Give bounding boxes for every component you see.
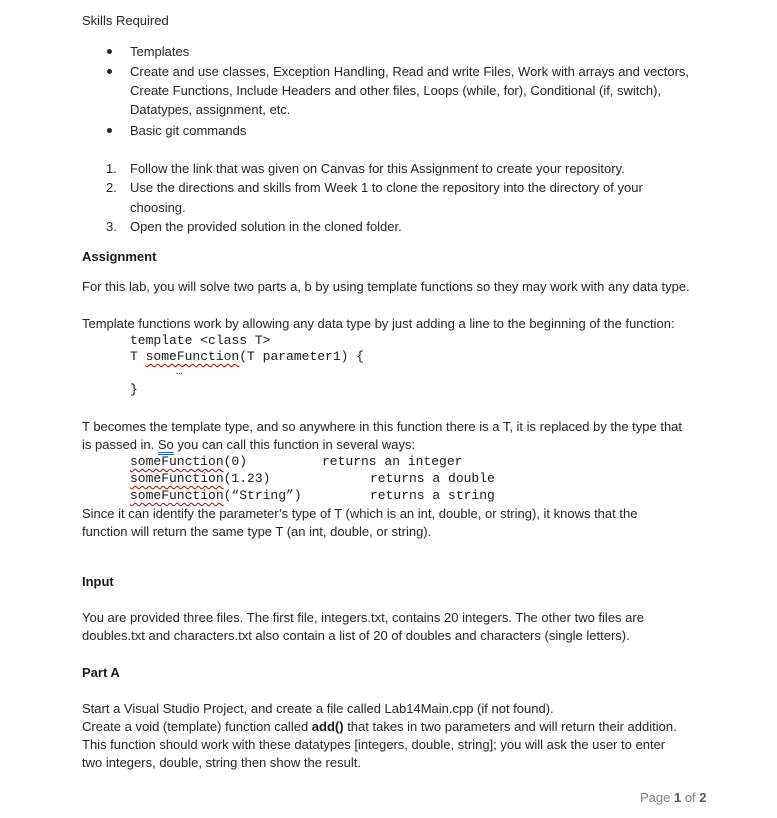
function-name: someFunction [130,488,224,503]
input-line: doubles.txt and characters.txt also contain a list of 20 of doubles and characters (single letters). [82,628,630,643]
bullet-icon [107,69,112,74]
call-example: someFunction(“String”) [130,488,302,503]
part-a-line: Start a Visual Studio Project, and create a file called Lab14Main.cpp (if not found). [82,701,554,716]
step-text: Open the provided solution in the cloned folder. [130,219,402,234]
step-text-continued: choosing. [130,200,186,215]
call-example: someFunction(1.23) [130,471,271,486]
call-example: someFunction(0) [130,454,248,469]
list-item: Templates [130,44,190,59]
part-a-heading: Part A [82,665,120,680]
skills-heading: Skills Required [82,13,169,28]
bullet-icon [107,49,112,54]
part-a-line: Create a void (template) function called add() that takes in two parameters and will return their addition. [82,719,677,734]
function-name: someFunction [145,349,240,364]
assignment-heading: Assignment [82,249,157,264]
list-item: Create and use classes, Exception Handling, Read and write Files, Work with arrays and vectors, [130,64,690,79]
grammar-flag: So [157,437,174,452]
list-item: Basic git commands [130,123,247,138]
call-result: returns a string [370,488,495,503]
since-line: Since it can identify the parameter’s type of T (which is an int, double, or string), it knows that the [82,506,638,521]
part-a-line: two integers, double, string then show the result. [82,755,361,770]
code-line: T someFunction(T parameter1) { [130,349,365,364]
function-name: add() [311,719,344,734]
page-number: Page 1 of 2 [640,790,707,805]
bullet-icon [107,128,112,133]
code-line: } [130,382,138,397]
since-line: function will return the same type T (an int, double, or string). [82,524,432,539]
function-name: someFunction [130,471,224,486]
step-number: 1. [106,161,117,176]
input-heading: Input [82,574,114,589]
step-text: Follow the link that was given on Canvas for this Assignment to create your repository. [130,161,625,176]
list-item-continued: Datatypes, assignment, etc. [130,102,291,117]
step-number: 2. [106,180,117,195]
explanation-line: is passed in. So you can call this function in several ways: [82,437,416,452]
call-result: returns a double [370,471,495,486]
function-name: someFunction [130,454,224,469]
template-intro: Template functions work by allowing any data type by just adding a line to the beginning of the function: [82,316,675,331]
step-text: Use the directions and skills from Week 1 to clone the repository into the directory of your [130,180,643,195]
code-line: template <class T> [130,333,271,348]
code-ellipsis: … [176,366,183,378]
part-a-line: This function should work with these datatypes [integers, double, string]; you will ask the user to enter [82,737,666,752]
call-result: returns an integer [322,454,463,469]
assignment-intro: For this lab, you will solve two parts a, b by using template functions so they may work with any data type. [82,279,690,294]
input-line: You are provided three files. The first file, integers.txt, contains 20 integers. The other two files are [82,610,644,625]
step-number: 3. [106,219,117,234]
explanation-line: T becomes the template type, and so anywhere in this function there is a T, it is replaced by the type that [82,419,683,434]
list-item-continued: Create Functions, Include Headers and other files, Loops (while, for), Conditional (if, switch), [130,83,662,98]
